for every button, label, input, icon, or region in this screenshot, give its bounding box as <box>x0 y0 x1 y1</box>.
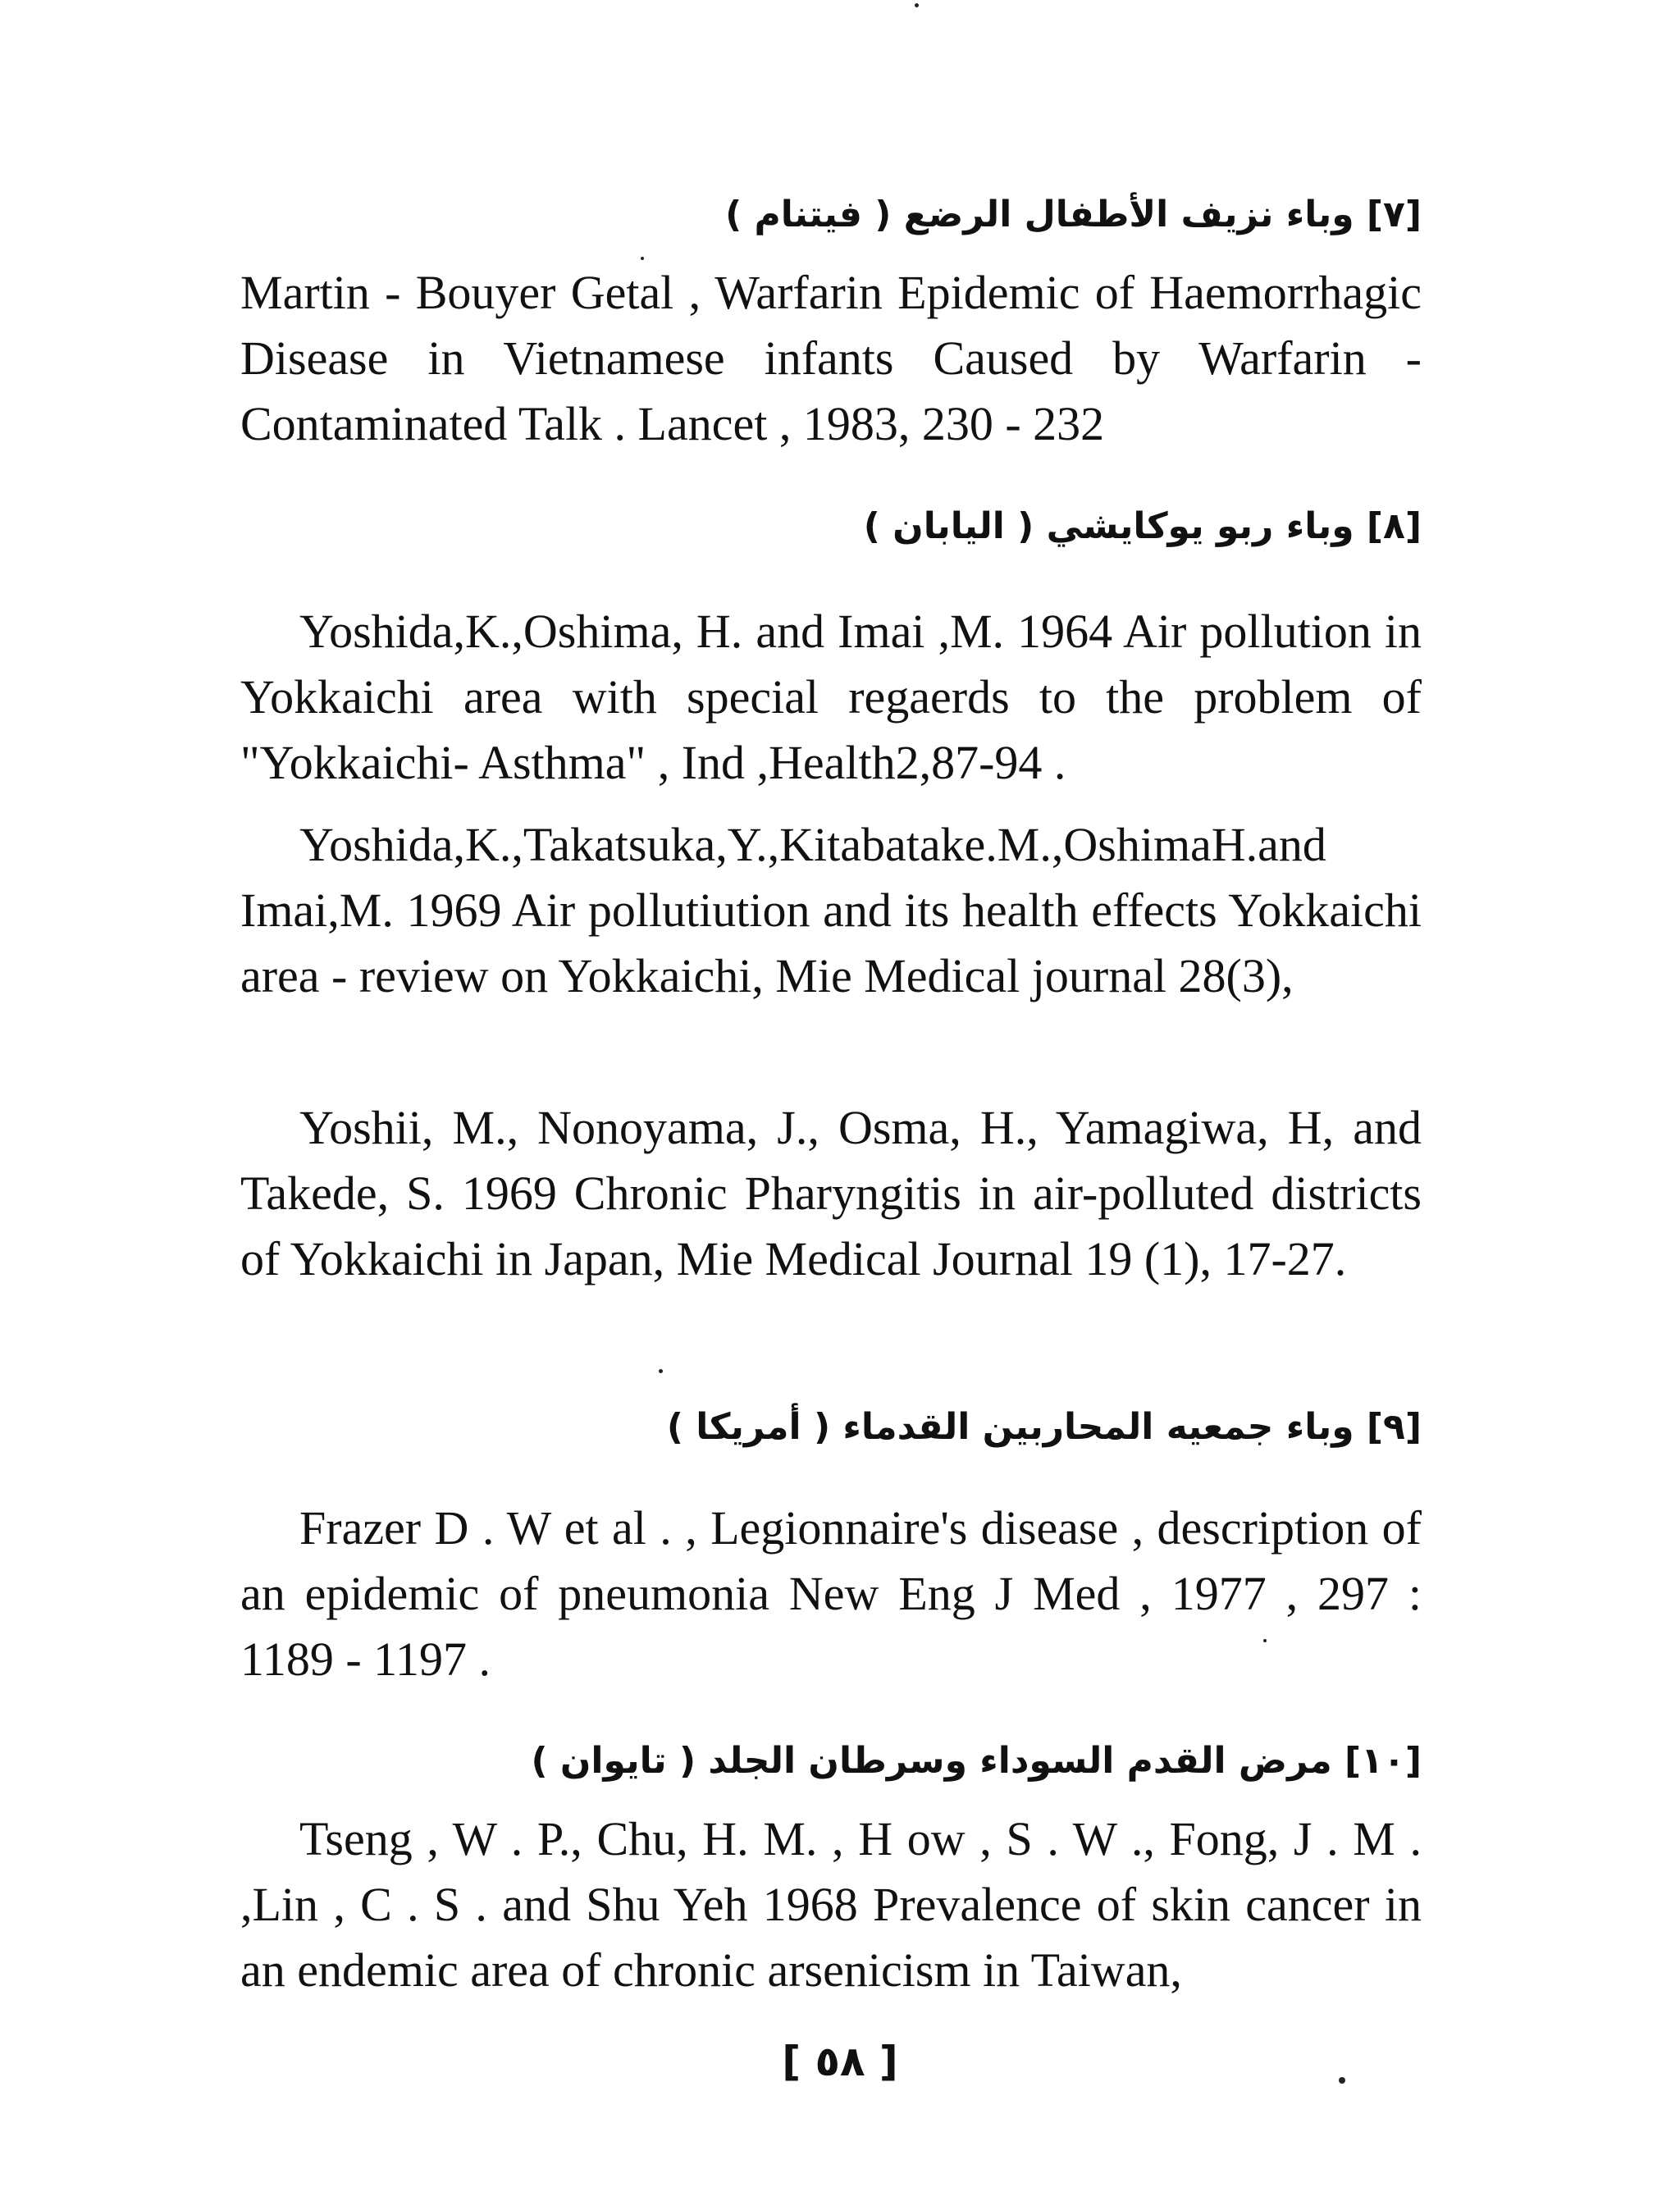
section-heading-10: [١٠] مرض القدم السوداء وسرطان الجلد ( تايوان ) <box>531 1740 1422 1782</box>
reference-text: Yoshii, M., Nonoyama, J., Osma, H., Yamagiwa, H, and Takede, S. 1969 Chronic Pharyngitis in air-polluted districts of Yokkaichi in Japan, Mie Medical Journal 19 (1), 17-27. <box>240 1101 1422 1285</box>
reference-text: Martin - Bouyer Getal , Warfarin Epidemic of Haemorrhagic Disease in Vietnamese infants Caused by Warfarin - Contaminated Talk . Lancet , 1983, 230 - 232 <box>240 266 1422 450</box>
reference-entry <box>240 812 1422 1009</box>
section-heading-8: [٨] وباء ربو يوكايشي ( اليابان ) <box>863 505 1422 547</box>
reference-text: Tseng , W . P., Chu, H. M. , H ow , S . W ., Fong, J . M . ,Lin , C . S . and Shu Yeh 1968 Prevalence of skin cancer in an endemic area of chronic arsenicism in Taiwan, <box>240 1812 1422 1997</box>
scan-speck <box>641 257 644 260</box>
page-number: [ ٥٨ ] <box>782 2038 898 2085</box>
reference-text: Yoshida,K.,Takatsuka,Y.,Kitabatake.M.,OshimaH.and Imai,M. 1969 Air pollutiution and its health effects Yokkaichi area - review on Yokkaichi, Mie Medical journal 28(3), <box>240 818 1422 1002</box>
scan-speck <box>1339 2077 1345 2084</box>
section-heading-9: [٩] وباء جمعيه المحاربين القدماء ( أمريكا ) <box>666 1406 1422 1448</box>
scan-speck <box>1263 1639 1267 1642</box>
reference-text: Yoshida,K.,Oshima, H. and Imai ,M. 1964 Air pollution in Yokkaichi area with special regaerds to the problem of "Yokkaichi- Asthma" , Ind ,Health2,87-94 . <box>240 605 1422 789</box>
reference-entry <box>240 260 1422 457</box>
reference-entry <box>240 1806 1422 2003</box>
reference-entry <box>240 1495 1422 1692</box>
reference-entry <box>240 1095 1422 1292</box>
reference-entry <box>240 599 1422 796</box>
scan-speck <box>659 1369 663 1373</box>
scan-speck <box>915 3 919 7</box>
section-heading-7: [٧] وباء نزيف الأطفال الرضع ( فيتنام ) <box>725 194 1422 235</box>
reference-text: Frazer D . W et al . , Legionnaire's disease , description of an epidemic of pneumonia New Eng J Med , 1977 , 297 : 1189 - 1197 . <box>240 1501 1422 1686</box>
